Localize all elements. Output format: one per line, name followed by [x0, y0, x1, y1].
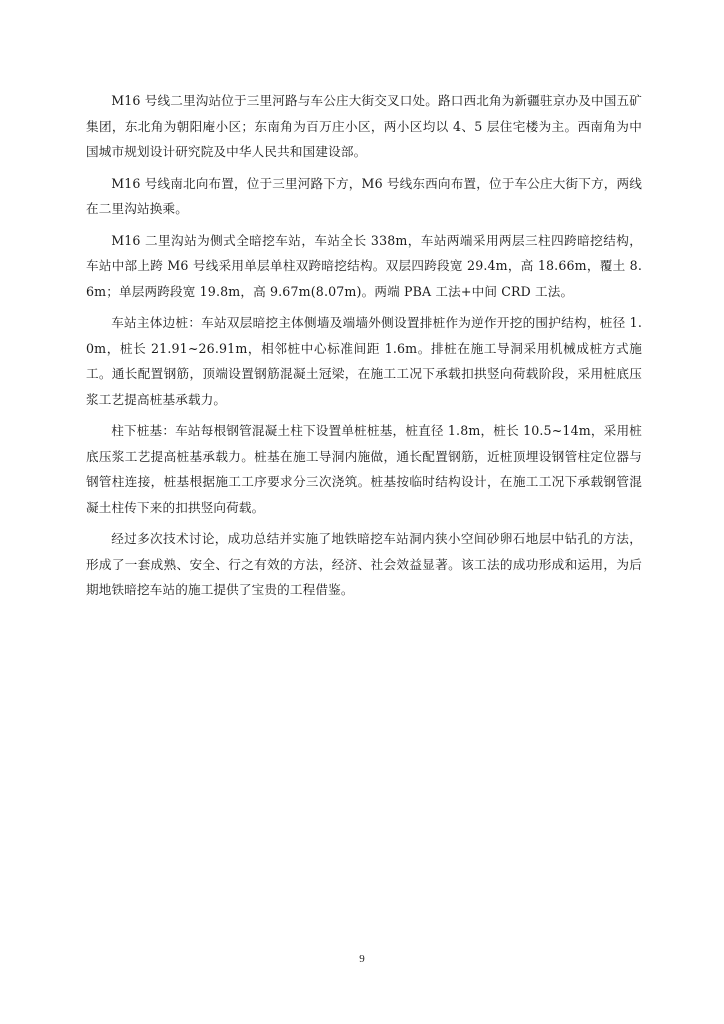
- paragraph-line-layout: M16 号线南北向布置，位于三里河路下方，M6 号线东西向布置，位于车公庄大街下方，两线在二里沟站换乘。: [86, 175, 642, 216]
- page-number: 9: [359, 953, 365, 965]
- paragraph-station-structure: M16 二里沟站为侧式全暗挖车站，车站全长 338m，车站两端采用两层三柱四跨暗挖结构，车站中部上跨 M6 号线采用单层单柱双跨暗挖结构。双层四跨段宽 29.4m，高 18.66m，覆土 8.6m；单层两跨段宽 19.8m，高 9.67m(8.07m)。两端 PBA 工法+中间 CRD 工法。: [86, 232, 642, 299]
- paragraph-conclusion: 经过多次技术讨论，成功总结并实施了地铁暗挖车站洞内狭小空间砂卵石地层中钻孔的方法，形成了一套成熟、安全、行之有效的方法，经济、社会效益显著。该工法的成功形成和运用，为后期地铁暗挖车站的施工提供了宝贵的工程借鉴。: [86, 531, 642, 597]
- document-body: [86, 88, 642, 609]
- paragraph-side-piles: 车站主体边桩：车站双层暗挖主体侧墙及端墙外侧设置排桩作为逆作开挖的围护结构，桩径 1.0m，桩长 21.91~26.91m，相邻桩中心标准间距 1.6m。排桩在施工导洞采用机械成桩方式施工。通长配置钢筋，顶端设置钢筋混凝土冠梁，在施工工况下承载扣拱竖向荷载阶段，采用桩底压浆工艺提高桩基承载力。: [86, 315, 642, 407]
- paragraph-station-location: M16 号线二里沟站位于三里河路与车公庄大街交叉口处。路口西北角为新疆驻京办及中国五矿集团，东北角为朝阳庵小区；东南角为百万庄小区，两小区均以 4、5 层住宅楼为主。西南角为中国城市规划设计研究院及中华人民共和国建设部。: [86, 93, 642, 159]
- paragraph-column-piles: 柱下桩基：车站每根钢管混凝土柱下设置单桩桩基，桩直径 1.8m，桩长 10.5~14m，采用桩底压浆工艺提高桩基承载力。桩基在施工导洞内施做，通长配置钢筋，近桩顶埋设钢管柱定位器与钢管柱连接，桩基根据施工工序要求分三次浇筑。桩基按临时结构设计，在施工工况下承载钢管混凝土柱传下来的扣拱竖向荷载。: [86, 423, 642, 515]
